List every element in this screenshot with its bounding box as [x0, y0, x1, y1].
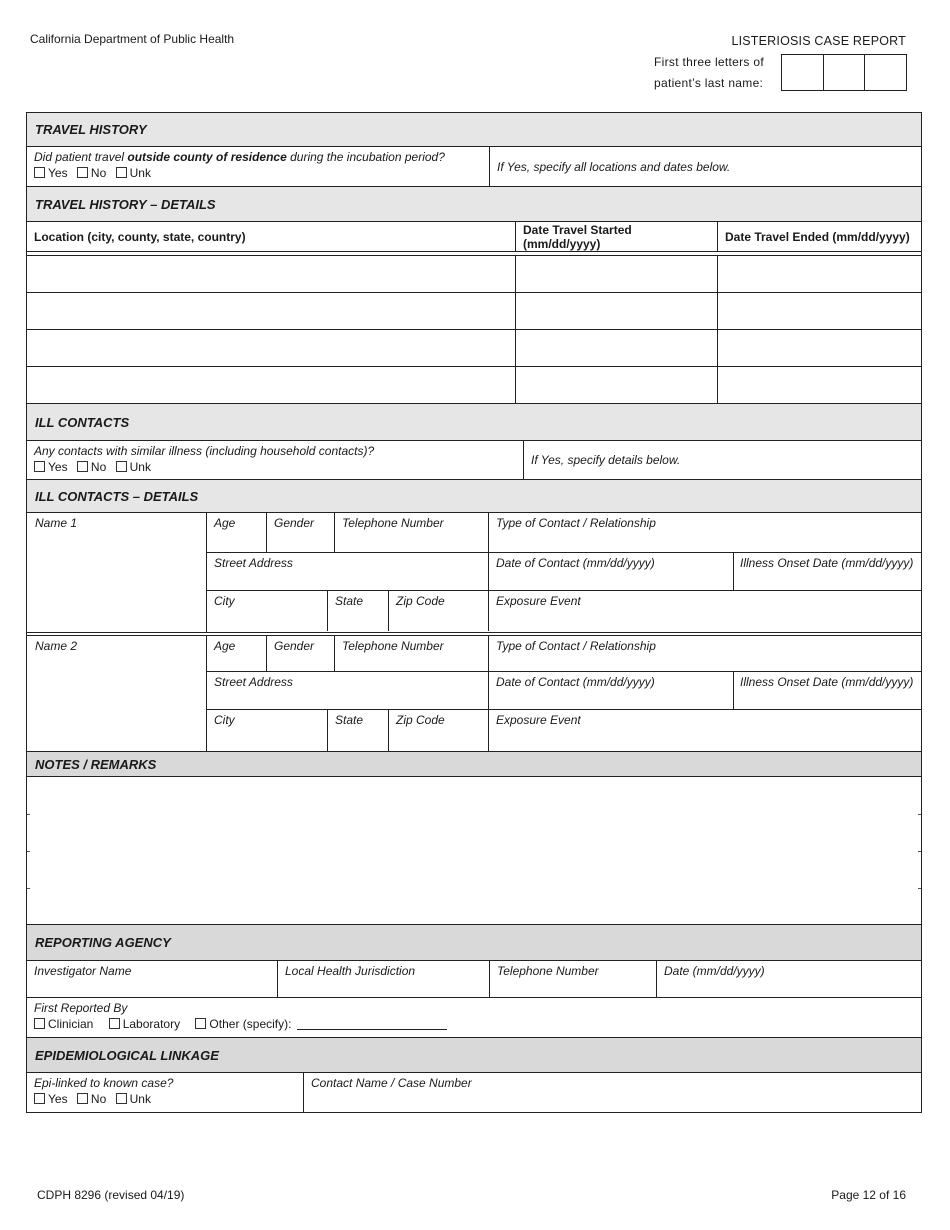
- telephone-field[interactable]: Telephone Number: [335, 636, 489, 671]
- contact-name-field[interactable]: Name 2: [27, 636, 207, 751]
- report-title: LISTERIOSIS CASE REPORT: [731, 34, 906, 48]
- gender-field[interactable]: Gender: [267, 513, 335, 552]
- state-field[interactable]: State: [328, 591, 389, 631]
- travel-question: Did patient travel outside county of residence during the incubation period? Yes No Unk: [27, 147, 490, 186]
- epi-question: Epi-linked to known case? Yes No Unk: [27, 1073, 304, 1112]
- contact-type-field[interactable]: Type of Contact / Relationship: [496, 639, 656, 653]
- travel-start-field[interactable]: [516, 330, 718, 366]
- epi-unk-option[interactable]: Unk: [116, 1092, 151, 1106]
- ill-unk-option[interactable]: Unk: [116, 460, 151, 474]
- ill-question-row: [27, 441, 921, 480]
- illness-onset-field[interactable]: Illness Onset Date (mm/dd/yyyy): [740, 675, 914, 689]
- reporting-telephone-field[interactable]: Telephone Number: [490, 961, 657, 997]
- travel-end-field[interactable]: [718, 367, 921, 403]
- section-notes: NOTES / REMARKS: [27, 752, 921, 777]
- travel-location-field[interactable]: [27, 330, 516, 366]
- illness-onset-field[interactable]: Illness Onset Date (mm/dd/yyyy): [740, 556, 914, 570]
- travel-location-field[interactable]: [27, 256, 516, 292]
- city-field[interactable]: City: [207, 591, 328, 631]
- other-option[interactable]: Other (specify):: [195, 1017, 291, 1031]
- checkbox-icon[interactable]: [116, 461, 127, 472]
- contact-block-2: [27, 636, 921, 752]
- telephone-field[interactable]: Telephone Number: [335, 513, 489, 552]
- agency-name: California Department of Public Health: [30, 32, 235, 46]
- travel-no-option[interactable]: No: [77, 166, 106, 180]
- other-specify-field[interactable]: [297, 1018, 447, 1030]
- section-reporting-agency: REPORTING AGENCY: [27, 925, 921, 961]
- contact-type-field[interactable]: Type of Contact / Relationship: [496, 516, 656, 530]
- exposure-event-field[interactable]: Exposure Event: [496, 713, 581, 727]
- travel-options: [34, 166, 482, 180]
- zip-code-field[interactable]: Zip Code: [389, 710, 489, 751]
- investigator-name-field[interactable]: Investigator Name: [27, 961, 278, 997]
- date-of-contact-field[interactable]: Date of Contact (mm/dd/yyyy): [489, 672, 734, 709]
- travel-end-field[interactable]: [718, 256, 921, 292]
- section-ill-contacts-details: ILL CONTACTS – DETAILS: [27, 480, 921, 513]
- letter-box-2[interactable]: [824, 55, 866, 90]
- checkbox-icon[interactable]: [34, 1093, 45, 1104]
- section-epi-linkage: EPIDEMIOLOGICAL LINKAGE: [27, 1038, 921, 1073]
- checkbox-icon[interactable]: [77, 1093, 88, 1104]
- section-ill-contacts: ILL CONTACTS: [27, 404, 921, 441]
- travel-question-row: [27, 147, 921, 187]
- epi-row: [27, 1073, 921, 1112]
- travel-row: [27, 367, 921, 404]
- checkbox-icon[interactable]: [116, 167, 127, 178]
- contact-case-number-field[interactable]: Contact Name / Case Number: [311, 1076, 472, 1090]
- date-of-contact-field[interactable]: Date of Contact (mm/dd/yyyy): [489, 553, 734, 590]
- form-id: CDPH 8296 (revised 04/19): [37, 1188, 185, 1202]
- state-field[interactable]: State: [328, 710, 389, 751]
- ill-no-option[interactable]: No: [77, 460, 106, 474]
- checkbox-icon[interactable]: [77, 461, 88, 472]
- travel-row: [27, 293, 921, 330]
- travel-if-yes-note: If Yes, specify all locations and dates below.: [497, 159, 731, 174]
- epi-yes-option[interactable]: Yes: [34, 1092, 68, 1106]
- jurisdiction-field[interactable]: Local Health Jurisdiction: [278, 961, 490, 997]
- zip-code-field[interactable]: Zip Code: [389, 591, 489, 631]
- travel-yes-option[interactable]: Yes: [34, 166, 68, 180]
- city-field[interactable]: City: [207, 710, 328, 751]
- contact-name-field[interactable]: Name 1: [27, 513, 207, 632]
- col-date-started: Date Travel Started (mm/dd/yyyy): [516, 222, 718, 251]
- ill-if-yes-note: If Yes, specify details below.: [531, 453, 681, 467]
- first-reported-label: First Reported By: [34, 1001, 128, 1015]
- section-travel-history: TRAVEL HISTORY: [27, 113, 921, 147]
- travel-start-field[interactable]: [516, 256, 718, 292]
- checkbox-icon[interactable]: [109, 1018, 120, 1029]
- travel-end-field[interactable]: [718, 330, 921, 366]
- street-address-field[interactable]: Street Address: [207, 553, 489, 590]
- checkbox-icon[interactable]: [34, 167, 45, 178]
- ill-question: Any contacts with similar illness (including household contacts)? Yes No Unk: [27, 441, 524, 479]
- travel-location-field[interactable]: [27, 293, 516, 329]
- checkbox-icon[interactable]: [34, 461, 45, 472]
- last-name-label: First three letters of patient’s last name:: [654, 55, 764, 90]
- reporting-row: [27, 961, 921, 998]
- letter-box-1[interactable]: [782, 55, 824, 90]
- age-field[interactable]: Age: [207, 513, 267, 552]
- travel-row: [27, 256, 921, 293]
- travel-unk-option[interactable]: Unk: [116, 166, 151, 180]
- checkbox-icon[interactable]: [34, 1018, 45, 1029]
- ill-yes-option[interactable]: Yes: [34, 460, 68, 474]
- col-date-ended: Date Travel Ended (mm/dd/yyyy): [725, 229, 910, 244]
- checkbox-icon[interactable]: [195, 1018, 206, 1029]
- travel-start-field[interactable]: [516, 367, 718, 403]
- checkbox-icon[interactable]: [77, 167, 88, 178]
- epi-no-option[interactable]: No: [77, 1092, 106, 1106]
- exposure-event-field[interactable]: Exposure Event: [496, 594, 581, 608]
- travel-end-field[interactable]: [718, 293, 921, 329]
- clinician-option[interactable]: Clinician: [34, 1017, 93, 1031]
- travel-start-field[interactable]: [516, 293, 718, 329]
- gender-field[interactable]: Gender: [267, 636, 335, 671]
- age-field[interactable]: Age: [207, 636, 267, 671]
- last-name-letter-boxes: [781, 54, 907, 91]
- section-travel-details: TRAVEL HISTORY – DETAILS: [27, 187, 921, 222]
- street-address-field[interactable]: Street Address: [207, 672, 489, 709]
- ill-options: [34, 460, 516, 474]
- reporting-date-field[interactable]: Date (mm/dd/yyyy): [664, 964, 765, 978]
- contact-block-1: [27, 513, 921, 633]
- laboratory-option[interactable]: Laboratory: [109, 1017, 180, 1031]
- notes-field[interactable]: [27, 777, 921, 925]
- travel-location-field[interactable]: [27, 367, 516, 403]
- case-report-form: [26, 112, 922, 1113]
- first-reported-row: [27, 998, 921, 1038]
- col-location: Location (city, county, state, country): [27, 222, 516, 251]
- travel-row: [27, 330, 921, 367]
- letter-box-3[interactable]: [865, 55, 906, 90]
- page-number: Page 12 of 16: [831, 1188, 906, 1202]
- checkbox-icon[interactable]: [116, 1093, 127, 1104]
- travel-details-header: [27, 222, 921, 252]
